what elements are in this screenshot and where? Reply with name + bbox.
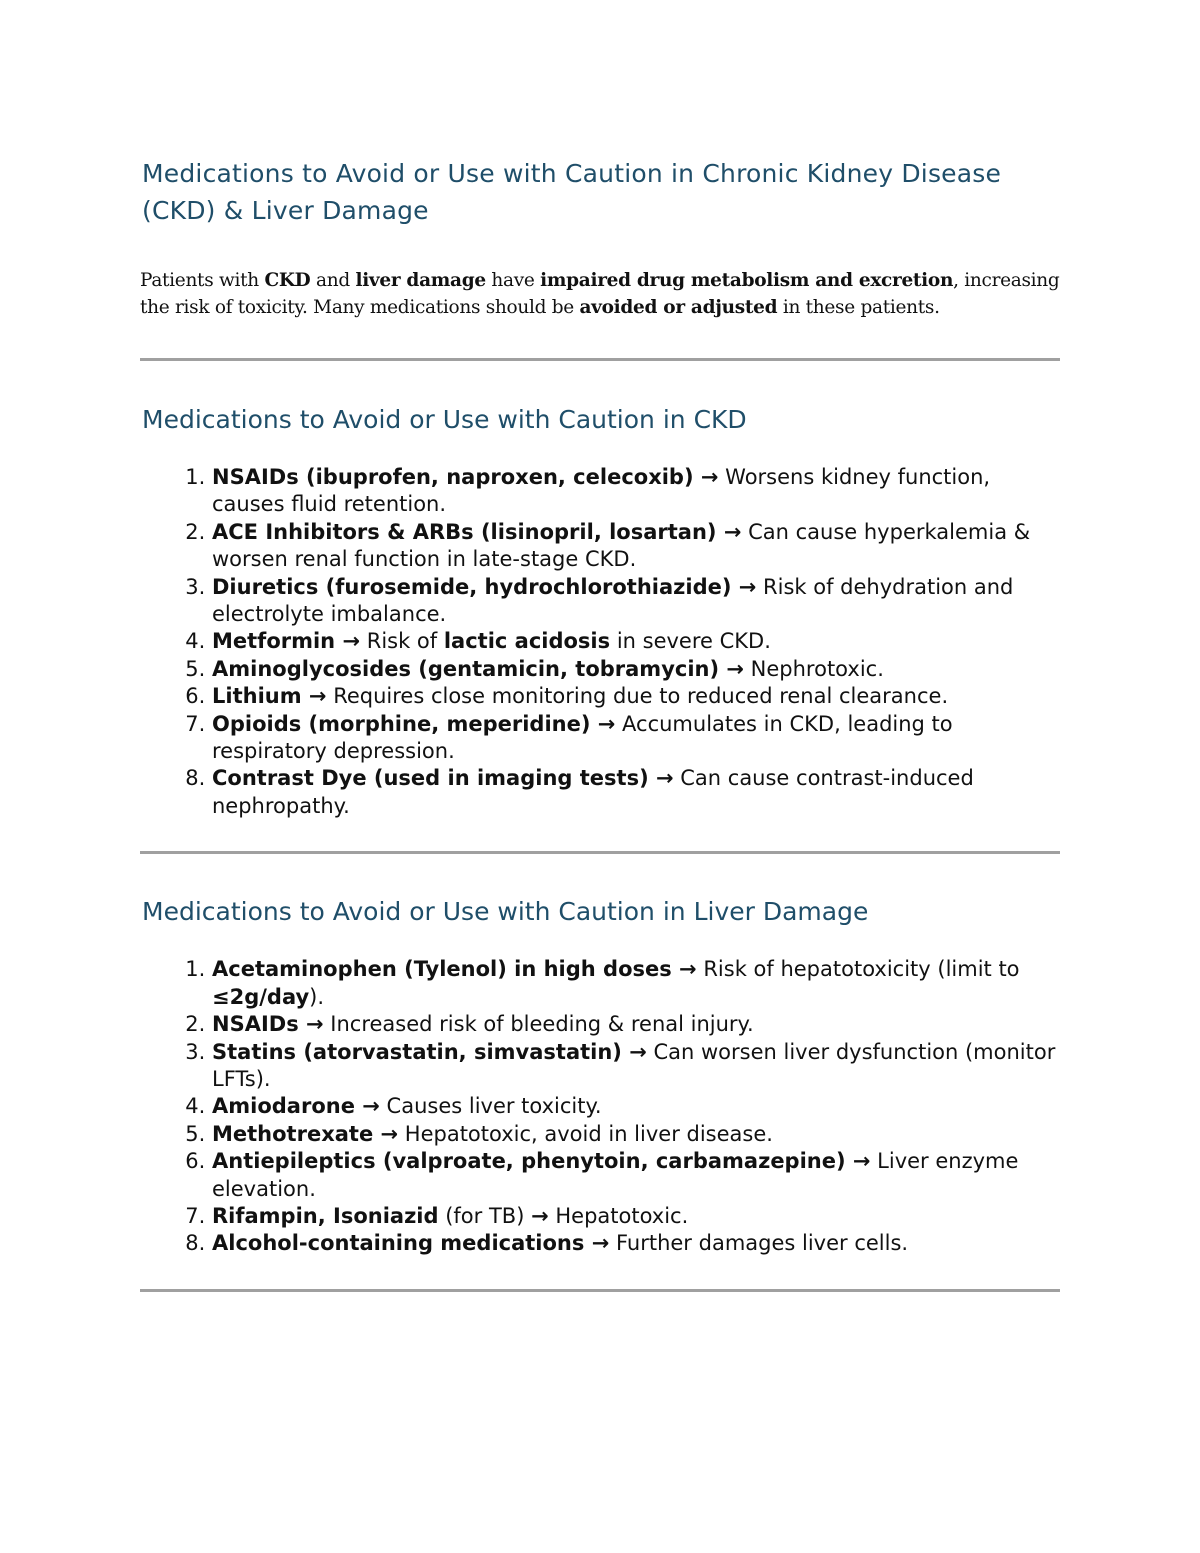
section-divider xyxy=(140,1289,1060,1292)
drug-name: Aminoglycosides (gentamicin, tobramycin) → xyxy=(212,656,744,681)
drug-note: Risk of xyxy=(360,629,444,654)
ckd-section-heading: Medications to Avoid or Use with Caution in CKD xyxy=(142,405,747,434)
drug-name: Opioids (morphine, meperidine) → xyxy=(212,711,616,736)
list-item xyxy=(212,1148,1060,1203)
intro-bold: CKD xyxy=(264,270,311,291)
drug-note: in severe CKD. xyxy=(610,629,771,654)
list-item xyxy=(212,1093,1060,1120)
list-item xyxy=(212,1011,1060,1038)
intro-text: in these patients. xyxy=(777,297,940,318)
liver-medication-list xyxy=(140,956,1060,1257)
list-item xyxy=(212,574,1060,629)
document-title: Medications to Avoid or Use with Caution in Chronic Kidney Disease (CKD) & Liver Damage xyxy=(142,159,1002,225)
list-item xyxy=(212,956,1060,1011)
drug-note: (for TB) xyxy=(438,1203,532,1228)
list-item xyxy=(212,519,1060,574)
section-divider xyxy=(140,851,1060,854)
list-item xyxy=(212,464,1060,519)
drug-note: Worsens kidney function, causes fluid retention. xyxy=(212,465,991,517)
drug-name: NSAIDs → xyxy=(212,1012,324,1037)
drug-note: Causes liver toxicity. xyxy=(379,1094,602,1119)
drug-name: Metformin → xyxy=(212,629,361,654)
drug-name: Alcohol-containing medications → xyxy=(212,1231,610,1256)
drug-note: Can cause contrast-induced nephropathy. xyxy=(212,766,974,818)
list-item xyxy=(212,765,1060,820)
drug-name: Statins (atorvastatin, simvastatin) → xyxy=(212,1039,647,1064)
drug-note: Liver enzyme elevation. xyxy=(212,1149,1019,1201)
drug-name: ACE Inhibitors & ARBs (lisinopril, losartan) → xyxy=(212,519,742,544)
list-item xyxy=(212,1230,1060,1257)
drug-name: Acetaminophen (Tylenol) in high doses → xyxy=(212,957,697,982)
list-item xyxy=(212,1039,1060,1094)
drug-name: Rifampin, Isoniazid xyxy=(212,1203,439,1228)
drug-note: Hepatotoxic, avoid in liver disease. xyxy=(398,1121,773,1146)
list-item xyxy=(212,656,1060,683)
drug-note: ). xyxy=(309,984,325,1009)
drug-note: Nephrotoxic. xyxy=(743,656,884,681)
list-item xyxy=(212,711,1060,766)
intro-paragraph xyxy=(140,267,1060,321)
ckd-medication-list xyxy=(140,464,1060,820)
drug-note: Requires close monitoring due to reduced renal clearance. xyxy=(326,684,949,709)
liver-section-heading: Medications to Avoid or Use with Caution in Liver Damage xyxy=(142,897,869,927)
drug-note: Risk of hepatotoxicity (limit to xyxy=(696,957,1020,982)
drug-note: Can cause hyperkalemia & worsen renal function in late-stage CKD. xyxy=(212,519,1031,572)
drug-note: Risk of dehydration and electrolyte imbalance. xyxy=(212,574,1014,627)
drug-note: Hepatotoxic. xyxy=(548,1203,689,1228)
drug-name: Contrast Dye (used in imaging tests) → xyxy=(212,766,674,791)
drug-emphasis: ≤2g/day xyxy=(212,984,310,1009)
intro-bold: liver damage xyxy=(355,270,486,291)
list-item xyxy=(212,683,1060,710)
list-item xyxy=(212,1203,1060,1230)
drug-name: Lithium → xyxy=(212,684,327,709)
drug-name: Antiepileptics (valproate, phenytoin, carbamazepine) → xyxy=(212,1149,871,1174)
drug-note: Further damages liver cells. xyxy=(609,1231,909,1256)
drug-name: NSAIDs (ibuprofen, naproxen, celecoxib) → xyxy=(212,465,719,489)
drug-emphasis: → xyxy=(531,1203,549,1228)
intro-text: Patients with xyxy=(140,270,265,291)
intro-bold: impaired drug metabolism and excretion xyxy=(540,270,954,291)
drug-emphasis: lactic acidosis xyxy=(443,629,611,654)
list-item xyxy=(212,628,1060,655)
drug-note: Can worsen liver dysfunction (monitor LFTs). xyxy=(212,1039,1056,1091)
intro-text: , increasing the risk of toxicity. Many medications should be xyxy=(140,270,1060,318)
intro-bold: avoided or adjusted xyxy=(579,297,778,318)
drug-note: Increased risk of bleeding & renal injury. xyxy=(323,1012,754,1037)
intro-text: and xyxy=(310,270,356,291)
drug-name: Amiodarone → xyxy=(212,1094,380,1119)
section-divider xyxy=(140,358,1060,361)
document-page xyxy=(140,150,1060,1292)
drug-name: Methotrexate → xyxy=(212,1121,399,1146)
list-item xyxy=(212,1121,1060,1148)
intro-text: have xyxy=(485,270,541,291)
drug-name: Diuretics (furosemide, hydrochlorothiazide) → xyxy=(212,574,757,599)
drug-note: Accumulates in CKD, leading to respiratory depression. xyxy=(212,711,953,764)
